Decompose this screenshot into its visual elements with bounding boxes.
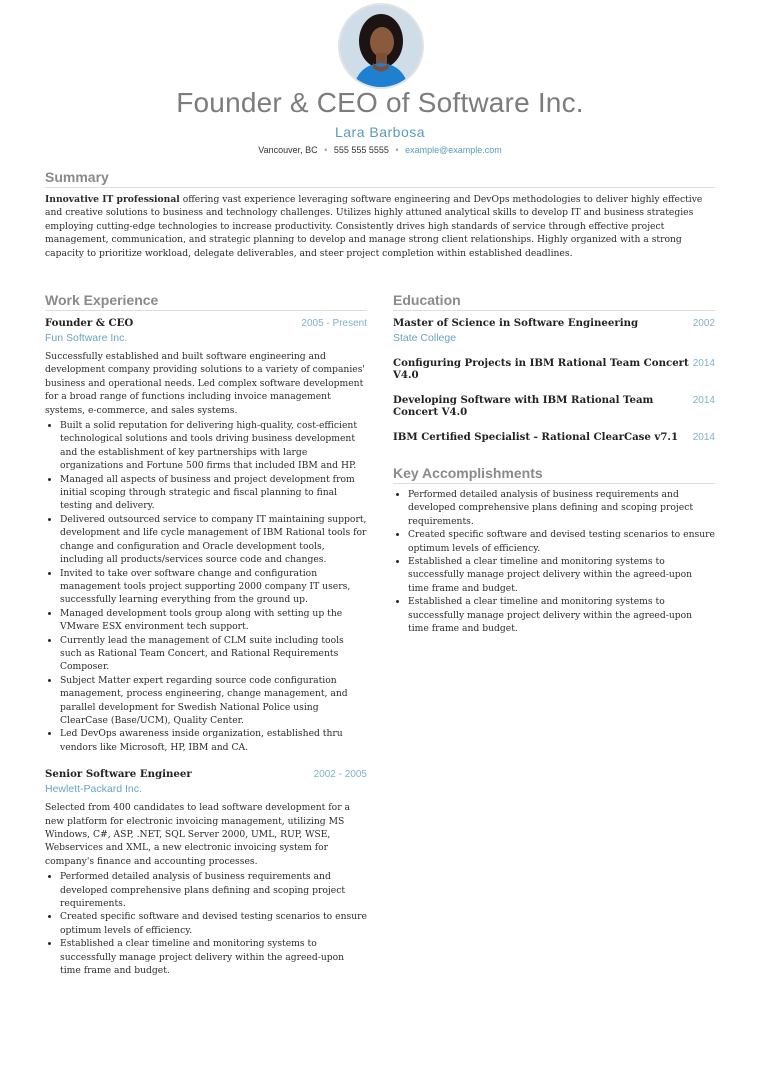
job-dates: 2002 - 2005 <box>313 769 367 781</box>
certification-name: IBM Certified Specialist - Rational ClearCase v7.1 <box>393 431 679 443</box>
work-experience-section <box>45 292 367 977</box>
summary-section <box>45 169 715 260</box>
certification-year: 2014 <box>692 395 715 406</box>
summary-body: offering vast experience leveraging software engineering and DevOps methodologies to deliver highly effective and creative solutions to business and technology challenges. Utilizes highly attuned analytical skills to develop IT and business strategies employing cutting-edge technologies to increase productivity. Consistently drives high standards of service through effective project management, communication, and strategic planning to develop and manage strong client relationships. Highly organized with a strong capacity to prioritize workload, delegate deliverables, and steer project completion within established deadlines. <box>45 194 703 259</box>
job-description: Selected from 400 candidates to lead software development for a new platform for electronic invoicing management, utilizing MS Windows, C#, ASP, .NET, SQL Server 2000, UML, RUP, WSE, Webservices and XML, a new electronic invoicing system for company's finance and accounting processes. <box>45 802 351 867</box>
list-item: • Established a clear timeline and monitoring systems to successfully manage project delivery within the agreed-upon time frame and budget. <box>60 937 367 977</box>
work-experience-heading: Work Experience <box>45 292 367 311</box>
job-company: Fun Software Inc. <box>45 332 128 344</box>
certification-item <box>393 431 715 443</box>
list-item: • Currently lead the management of CLM suite including tools such as Rational Team Concert, and Rational Requirements Composer. <box>60 634 367 674</box>
profile-photo <box>338 3 424 89</box>
email-link[interactable]: example@example.com <box>405 145 502 155</box>
list-item: • Subject Matter expert regarding source code configuration management, process engineering, change management, and parallel development for Swedish National Police using ClearCase (Base/UCM), Quality Center. <box>60 674 367 728</box>
certification-item <box>393 357 715 381</box>
person-name: Lara Barbosa <box>334 124 426 140</box>
list-item: • Invited to take over software change and configuration management tools project supporting 2000 company IT users, successfully learning everything from the ground up. <box>60 567 367 607</box>
certification-item <box>393 394 715 418</box>
education-heading: Education <box>393 292 715 311</box>
list-item: • Managed all aspects of business and project development from initial scoping through strategic and fiscal planning to final testing and delivery. <box>60 473 367 513</box>
degree-title: Master of Science in Software Engineering <box>393 317 639 329</box>
location: Vancouver, BC <box>258 145 318 155</box>
accomplishments-heading: Key Accomplishments <box>393 465 715 484</box>
list-item: • Delivered outsourced service to company IT maintaining support, development and life cycle management of IBM Rational tools for change and configuration and Oracle development tools, including all products/services source code and changes. <box>60 513 367 567</box>
job-bullets <box>45 419 367 754</box>
job-role: Founder & CEO <box>45 317 134 329</box>
avatar-portrait-icon <box>340 5 422 87</box>
list-item: • Created specific software and devised testing scenarios to ensure optimum levels of efficiency. <box>60 910 367 937</box>
list-item: • Built a solid reputation for delivering high-quality, cost-efficient technological solutions and tools driving business development and the establishment of key partnerships with large organizations and Fortune 500 firms that included IBM and HP. <box>60 419 367 473</box>
summary-lead: Innovative IT professional <box>45 194 180 205</box>
certification-name: Configuring Projects in IBM Rational Team Concert V4.0 <box>393 357 689 381</box>
job-bullets <box>45 870 367 977</box>
list-item: • Performed detailed analysis of business requirements and developed comprehensive plans defining and scoping project requirements. <box>60 870 367 910</box>
job-role: Senior Software Engineer <box>45 768 192 781</box>
certification-year: 2014 <box>692 358 715 369</box>
accomplishments-list <box>393 488 715 635</box>
list-item: • Led DevOps awareness inside organization, established thru vendors like Microsoft, HP, IBM and CA. <box>60 727 367 754</box>
summary-heading: Summary <box>45 169 715 188</box>
phone: 555 555 5555 <box>333 145 389 155</box>
job-dates: 2005 - Present <box>301 318 367 329</box>
right-column <box>393 292 715 635</box>
separator: • <box>395 145 399 155</box>
list-item: • Performed detailed analysis of business requirements and developed comprehensive plans defining and scoping project requirements. <box>408 488 715 528</box>
job-description: Successfully established and built software engineering and development company providing solutions to a variety of companies' business and operational needs. Led complex software development for a broad range of functions including invoice management systems, e-commerce, and sales systems. <box>45 351 365 416</box>
list-item: • Established a clear timeline and monitoring systems to successfully manage project delivery within the agreed-upon time frame and budget. <box>408 595 715 635</box>
job-company: Hewlett-Packard Inc. <box>45 783 142 796</box>
job-entry <box>45 317 367 754</box>
degree-year: 2002 <box>692 318 715 329</box>
list-item: • Established a clear timeline and monitoring systems to successfully manage project delivery within the agreed-upon time frame and budget. <box>408 555 715 595</box>
list-item: • Created specific software and devised testing scenarios to ensure optimum levels of efficiency. <box>408 528 715 555</box>
list-item: • Managed development tools group along with setting up the VMware ESX environment tech support. <box>60 607 367 634</box>
school-name: State College <box>393 332 457 344</box>
job-title: Founder & CEO of Software Inc. <box>176 87 584 118</box>
education-entry <box>393 317 715 344</box>
separator: • <box>324 145 328 155</box>
certification-name: Developing Software with IBM Rational Team Concert V4.0 <box>393 394 654 418</box>
summary-text <box>45 193 715 260</box>
contact-line <box>0 145 760 155</box>
job-entry <box>45 768 367 977</box>
certification-year: 2014 <box>692 432 715 443</box>
